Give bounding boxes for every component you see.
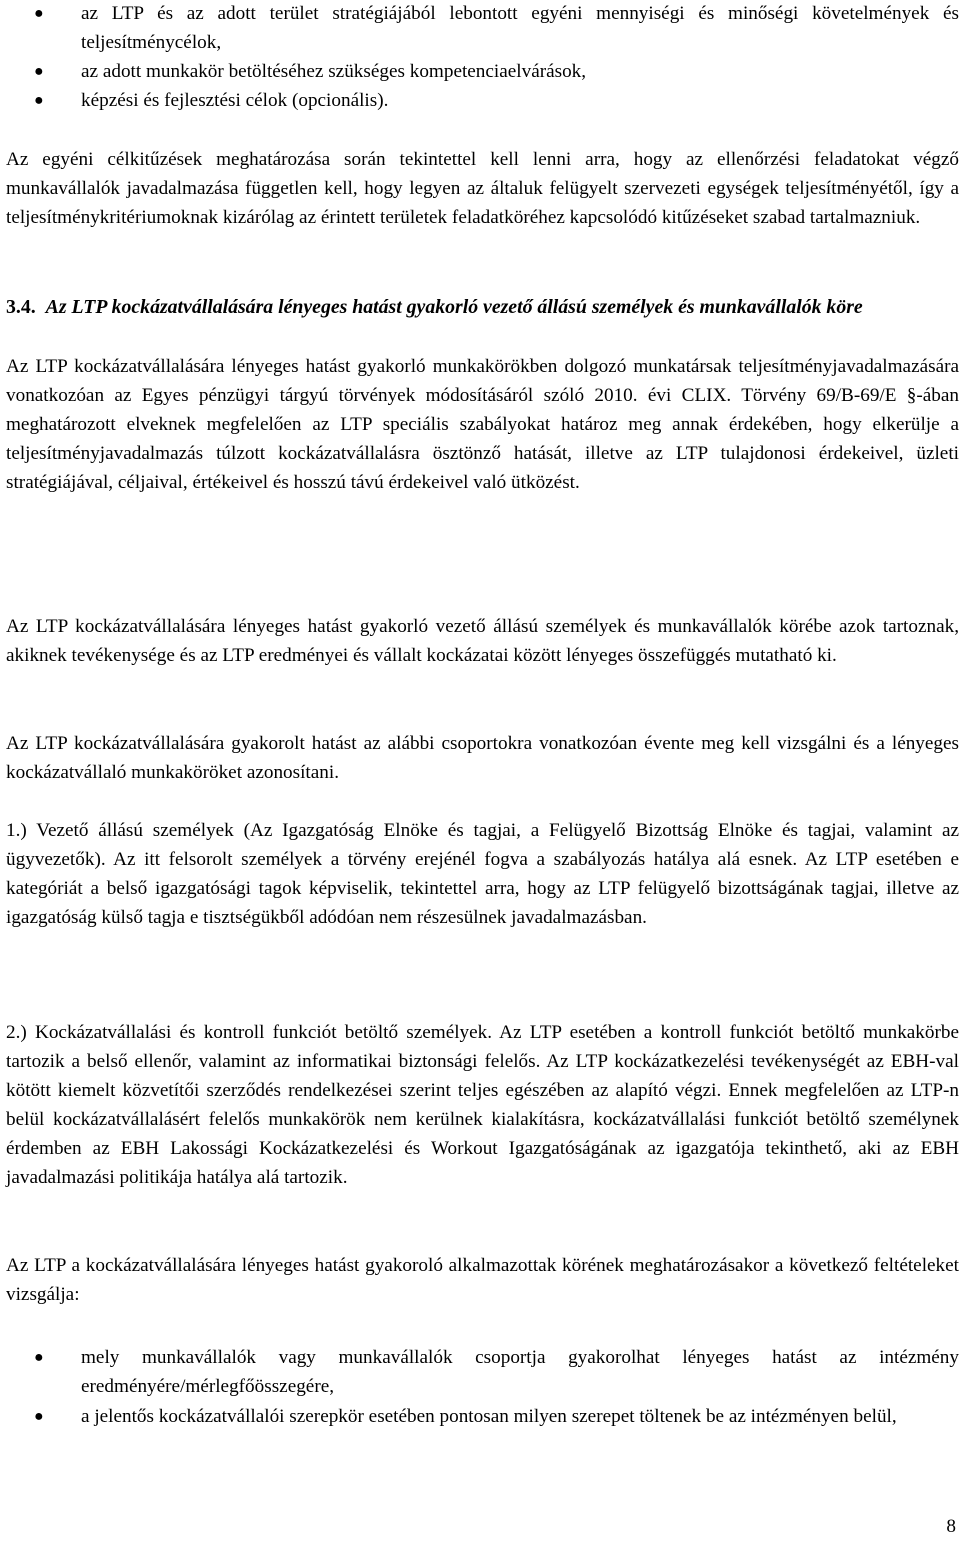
- section-number: 3.4.: [6, 296, 36, 318]
- paragraph: Az LTP kockázatvállalására lényeges hatást gyakorló vezető állású személyek és munkavállalók körébe azok tartoznak, akiknek tevékenysége és az LTP eredményei és vállalt kockázatai között lényeges összefüggés mutatható ki.: [6, 616, 959, 666]
- bullet-icon: ●: [34, 92, 44, 109]
- list-item: az LTP és az adott terület stratégiájából lebontott egyéni mennyiségi és minőségi követelmények és teljesítménycélok,: [81, 3, 959, 53]
- paragraph: Az LTP kockázatvállalására lényeges hatást gyakorló munkakörökben dolgozó munkatársak teljesítményjavadalmazására vonatkozóan az Egyes pénzügyi tárgyú törvények módosításáról szóló 2010. évi CLIX. Törvény 69/B-69/E §-ában meghatározott elveknek megfelelően az LTP speciális szabályokat határoz meg annak érdekében, hogy elkerülje a teljesítményjavadalmazás túlzott kockázatvállalásra ösztönző hatását, illetve az LTP tulajdonosi érdekeivel, üzleti stratégiájával, céljaival, értékeivel és hosszú távú érdekeivel való ütközést.: [6, 356, 959, 493]
- paragraph-celkituzesek: Az egyéni célkitűzések meghatározása során tekintettel kell lenni arra, hogy az ellenőrzési feladatokat végző munkavállalók javadalmazása független kell, hogy legyen az általuk felügyelt szervezeti egységek teljesítményétől, így a teljesítménykritériumoknak kizárólag az érintett területek feladatköréhez kapcsolódó kitűzéseket szabad tartalmazniuk.: [6, 149, 959, 228]
- list-item: az adott munkakör betöltéséhez szükséges kompetenciaelvárások,: [81, 61, 587, 82]
- paragraph: 1.) Vezető állású személyek (Az Igazgatóság Elnöke és tagjai, a Felügyelő Bizottság Elnöke és tagjai, valamint az ügyvezetők). Az itt felsorolt személyek a törvény erejénél fogva a szabályozás hatálya alá esnek. Az LTP esetében e kategóriát a belső igazgatósági tagok képviselik, tekintettel arra, hogy az LTP felügyelő bizottságának tagjai, illetve az igazgatóság külső tagja e tisztségükből adódóan nem részesülnek javadalmazásban.: [6, 820, 959, 928]
- bullet-icon: ●: [34, 1349, 44, 1366]
- paragraph: Az LTP a kockázatvállalására lényeges hatást gyakoroló alkalmazottak körének meghatározásakor a következő feltételeket vizsgálja:: [6, 1255, 959, 1305]
- bullet-icon: ●: [34, 5, 44, 22]
- page-number: 8: [946, 1516, 956, 1537]
- section-title: Az LTP kockázatvállalására lényeges hatást gyakorló vezető állású személyek és munkavállalók köre: [45, 296, 863, 318]
- list-item: képzési és fejlesztési célok (opcionális).: [81, 90, 389, 111]
- list-item: a jelentős kockázatvállalói szerepkör esetében pontosan milyen szerepet töltenek be az intézményen belül,: [81, 1406, 897, 1427]
- paragraph: 2.) Kockázatvállalási és kontroll funkciót betöltő személyek. Az LTP esetében a kontroll funkciót betöltő munkakörbe tartozik a belső ellenőr, valamint az informatikai biztonsági felelős. Az LTP kockázatkezelési tevékenységét az EBH-val kötött kiemelt közvetítői szerződés rendelkezései szerint teljes egészében az alapító végzi. Ennek megfelelően az LTP-n belül kockázatvállalásért felelős munkakörök nem kerülnek kialakításra, kockázatvállalási funkciót betöltő személynek érdemben az EBH Lakossági Kockázatkezelési és Workout Igazgatóságának az igazgatója tekinthető, aki az EBH javadalmazási politikája hatálya alá tartozik.: [6, 1022, 959, 1188]
- bullet-icon: ●: [34, 1408, 44, 1425]
- list-item: mely munkavállalók vagy munkavállalók csoportja gyakorolhat lényeges hatást az intézmény eredményére/mérlegfőösszegére,: [81, 1347, 959, 1397]
- section-heading: [6, 293, 959, 322]
- bullet-icon: ●: [34, 63, 44, 80]
- paragraph: Az LTP kockázatvállalására gyakorolt hatást az alábbi csoportokra vonatkozóan évente meg kell vizsgálni és a lényeges kockázatvállaló munkaköröket azonosítani.: [6, 733, 959, 783]
